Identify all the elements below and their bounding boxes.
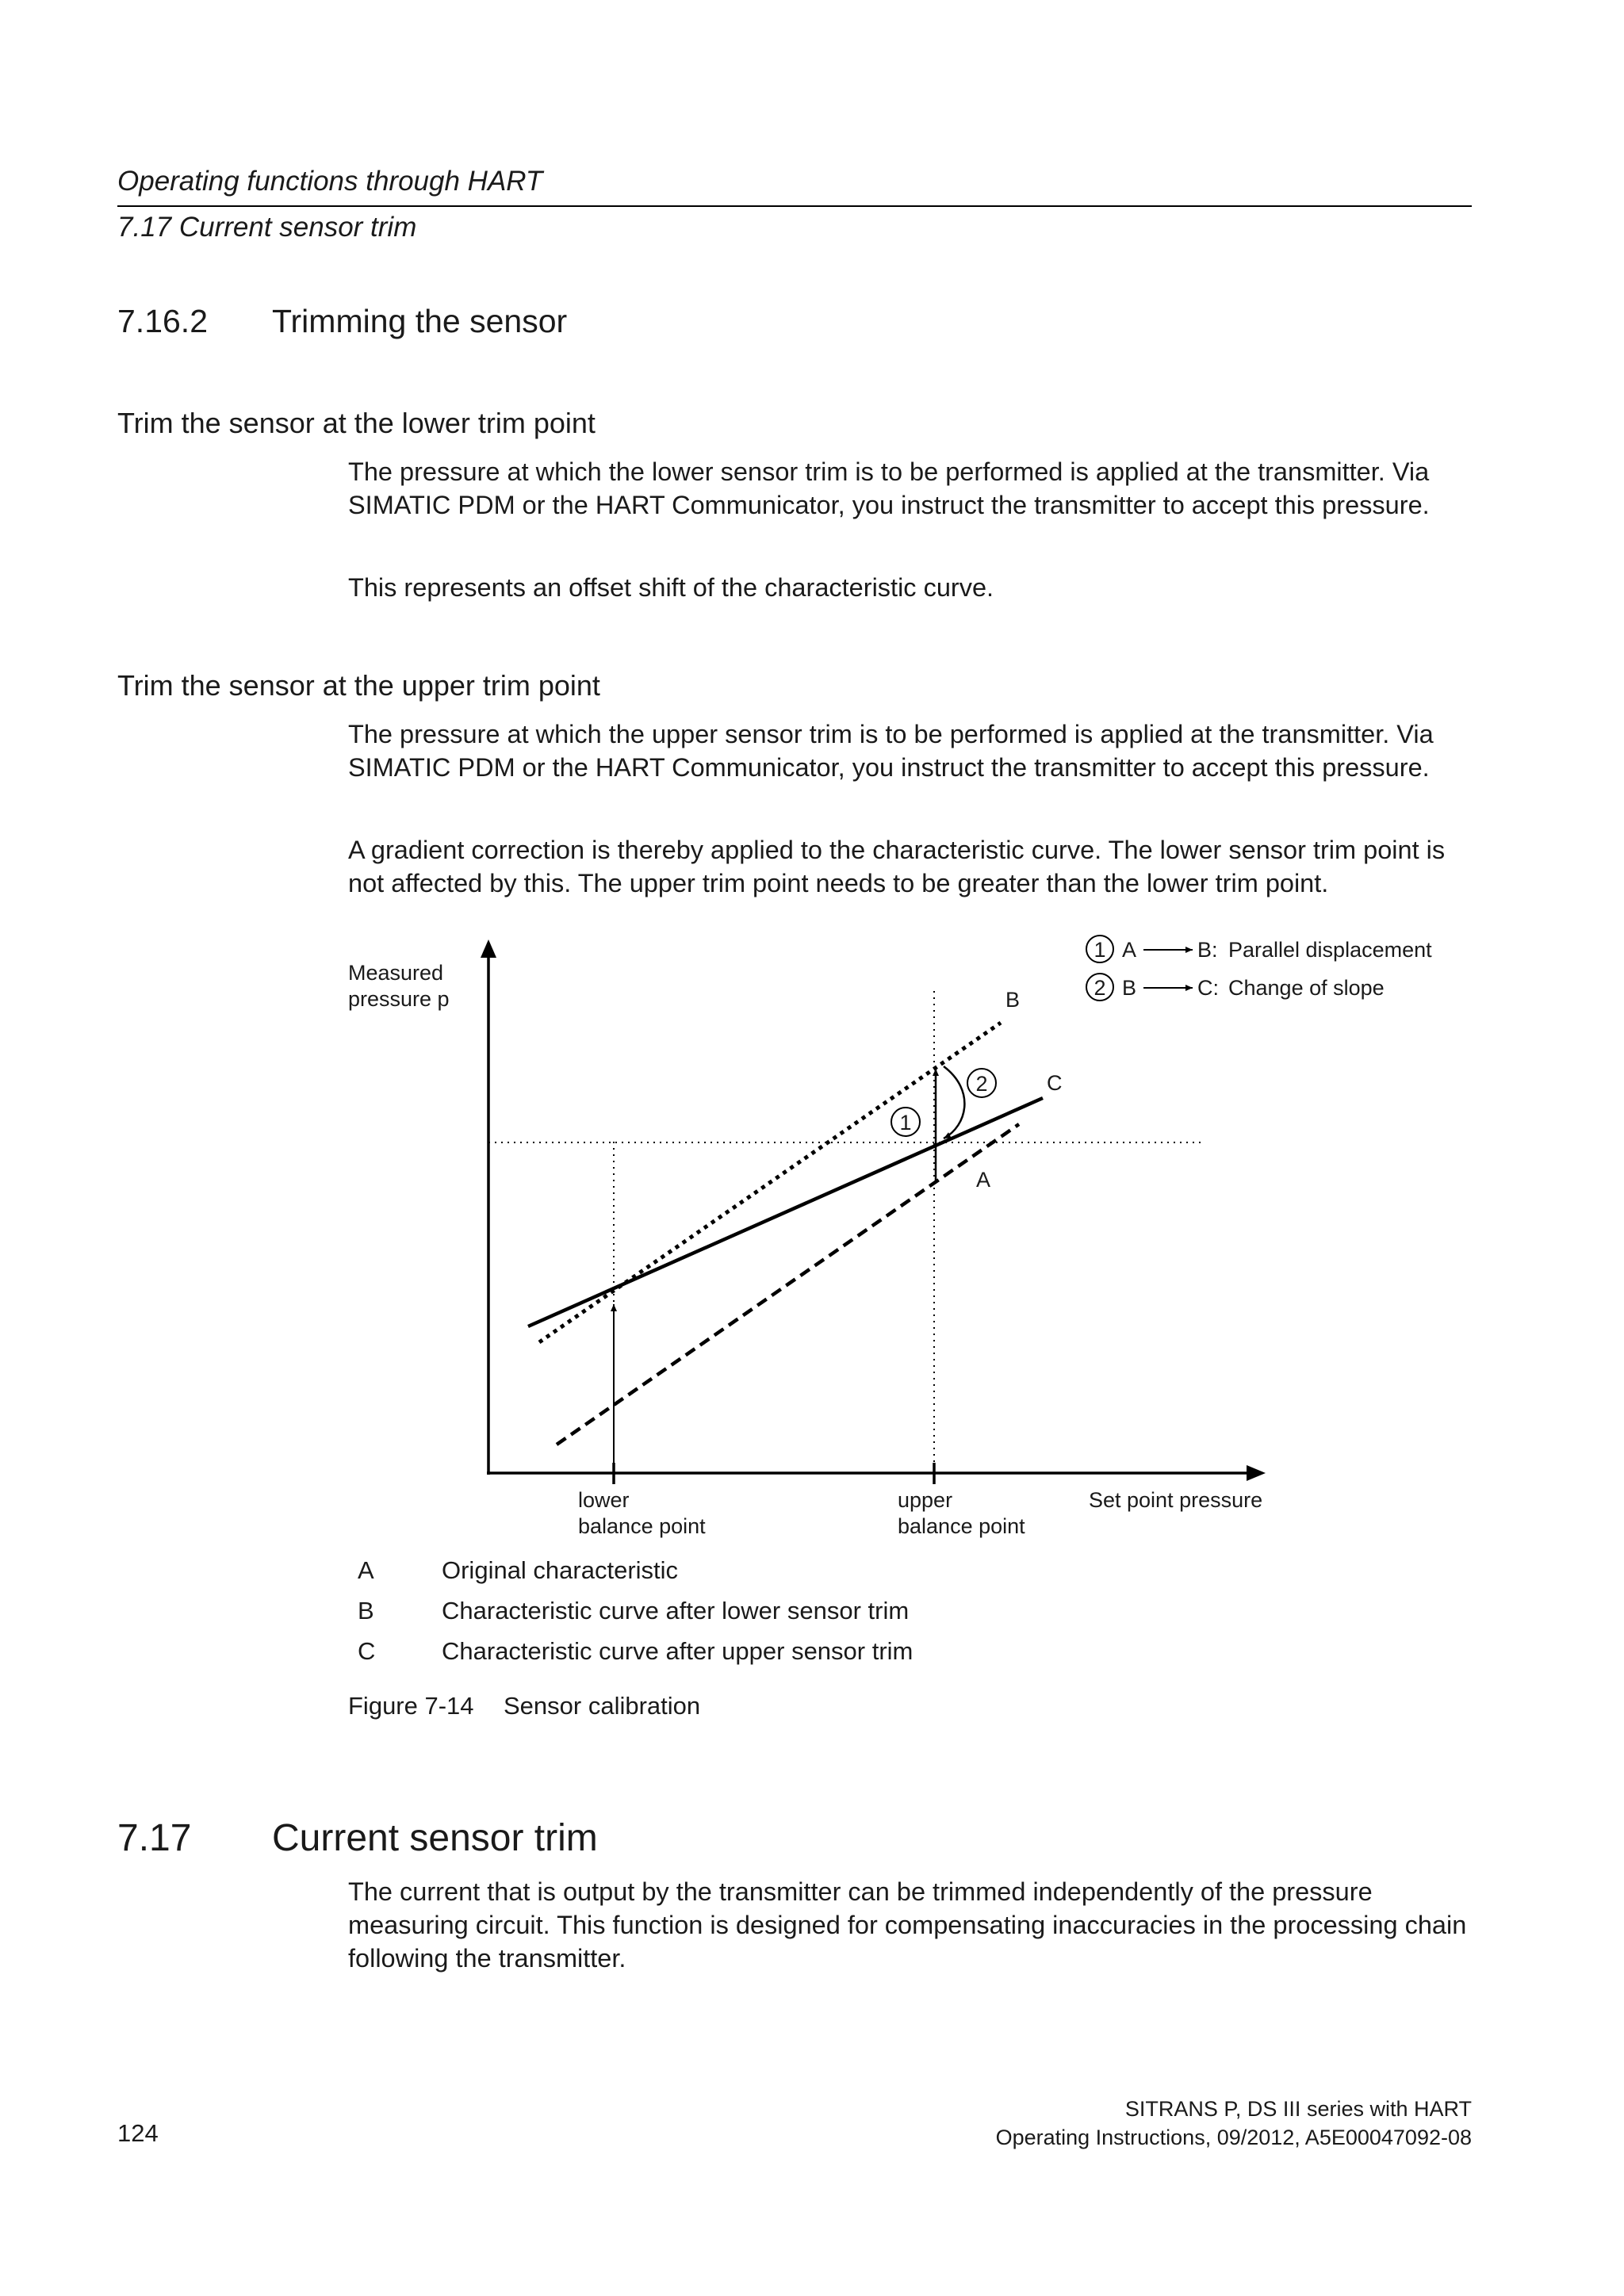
legend-key: A: [358, 1556, 374, 1584]
marker-2: 2: [975, 1072, 988, 1096]
subheading-lower-trim: Trim the sensor at the lower trim point: [117, 407, 596, 439]
key-2-marker: 2: [1094, 976, 1106, 1000]
paragraph-lower-trim-1: The pressure at which the lower sensor trim is to be performed is applied at the transmitter. Via SIMATIC PDM or the HART Communicator, you instruct the transmitter to accept this pressure.: [348, 457, 1430, 519]
paragraph-upper-trim-2: A gradient correction is thereby applied to the characteristic curve. The lower sensor trim point is not affected by this. The upper trim point needs to be greater than the lower trim point.: [348, 836, 1446, 897]
slope-change-arrow-2: [944, 1066, 964, 1138]
upper-balance-label-line1: upper: [898, 1488, 953, 1512]
key-2-text: Change of slope: [1228, 976, 1385, 1000]
line-c-label: C: [1047, 1071, 1063, 1095]
upper-balance-label-line2: balance point: [898, 1514, 1025, 1538]
lower-balance-label-line2: balance point: [578, 1514, 706, 1538]
key-1-marker: 1: [1094, 938, 1106, 962]
line-a-label: A: [976, 1168, 991, 1192]
lower-balance-label-line1: lower: [578, 1488, 630, 1512]
paragraph-upper-trim-1: The pressure at which the upper sensor trim is to be performed is applied at the transmitter. Via SIMATIC PDM or the HART Communicator, you instruct the transmitter to accept this pressure.: [348, 720, 1434, 782]
subheading-upper-trim: Trim the sensor at the upper trim point: [117, 669, 600, 702]
section-number: 7.17: [117, 1817, 192, 1859]
legend-text: Original characteristic: [442, 1556, 679, 1584]
footer-product: SITRANS P, DS III series with HART: [1124, 2097, 1472, 2121]
legend-text: Characteristic curve after upper sensor trim: [442, 1637, 914, 1665]
line-b-lower-trim: [539, 1023, 1001, 1342]
running-header-subtitle: 7.17 Current sensor trim: [117, 212, 417, 243]
marker-1: 1: [899, 1111, 912, 1135]
legend-key: B: [358, 1597, 374, 1624]
figure-caption: [348, 1691, 700, 1721]
key-2-from: B: [1122, 976, 1137, 1000]
diagram-key: [1086, 936, 1432, 1001]
key-1-text: Parallel displacement: [1228, 938, 1432, 962]
section-number: 7.16.2: [117, 303, 208, 339]
legend-key: C: [358, 1637, 376, 1665]
x-axis-label: Set point pressure: [1089, 1488, 1263, 1512]
section-title: Current sensor trim: [272, 1817, 598, 1859]
page-number: 124: [117, 2119, 159, 2147]
running-header-title: Operating functions through HART: [117, 166, 543, 197]
paragraph-current-trim: The current that is output by the transmitter can be trimmed independently of the pressure measuring circuit. This function is designed for compensating inaccuracies in the processing chain following the transmitter.: [348, 1877, 1467, 1973]
section-title: Trimming the sensor: [272, 303, 568, 339]
y-axis-label-line1: Measured: [348, 961, 444, 985]
key-1-from: A: [1122, 938, 1137, 962]
y-axis-arrowhead: [481, 939, 496, 958]
figure-caption-number: Figure 7-14: [348, 1692, 474, 1720]
footer-doc-info: Operating Instructions, 09/2012, A5E00047092-08: [995, 2126, 1472, 2149]
paragraph-lower-trim-2: This represents an offset shift of the characteristic curve.: [348, 573, 994, 602]
figure-caption-text: Sensor calibration: [504, 1692, 701, 1720]
legend-text: Characteristic curve after lower sensor trim: [442, 1597, 910, 1624]
key-1-to: B:: [1197, 938, 1218, 962]
y-axis-label-line2: pressure p: [348, 987, 450, 1011]
x-axis-arrowhead: [1247, 1465, 1266, 1481]
line-b-label: B: [1005, 988, 1021, 1012]
line-c-upper-trim: [528, 1098, 1043, 1326]
key-2-to: C:: [1197, 976, 1219, 1000]
